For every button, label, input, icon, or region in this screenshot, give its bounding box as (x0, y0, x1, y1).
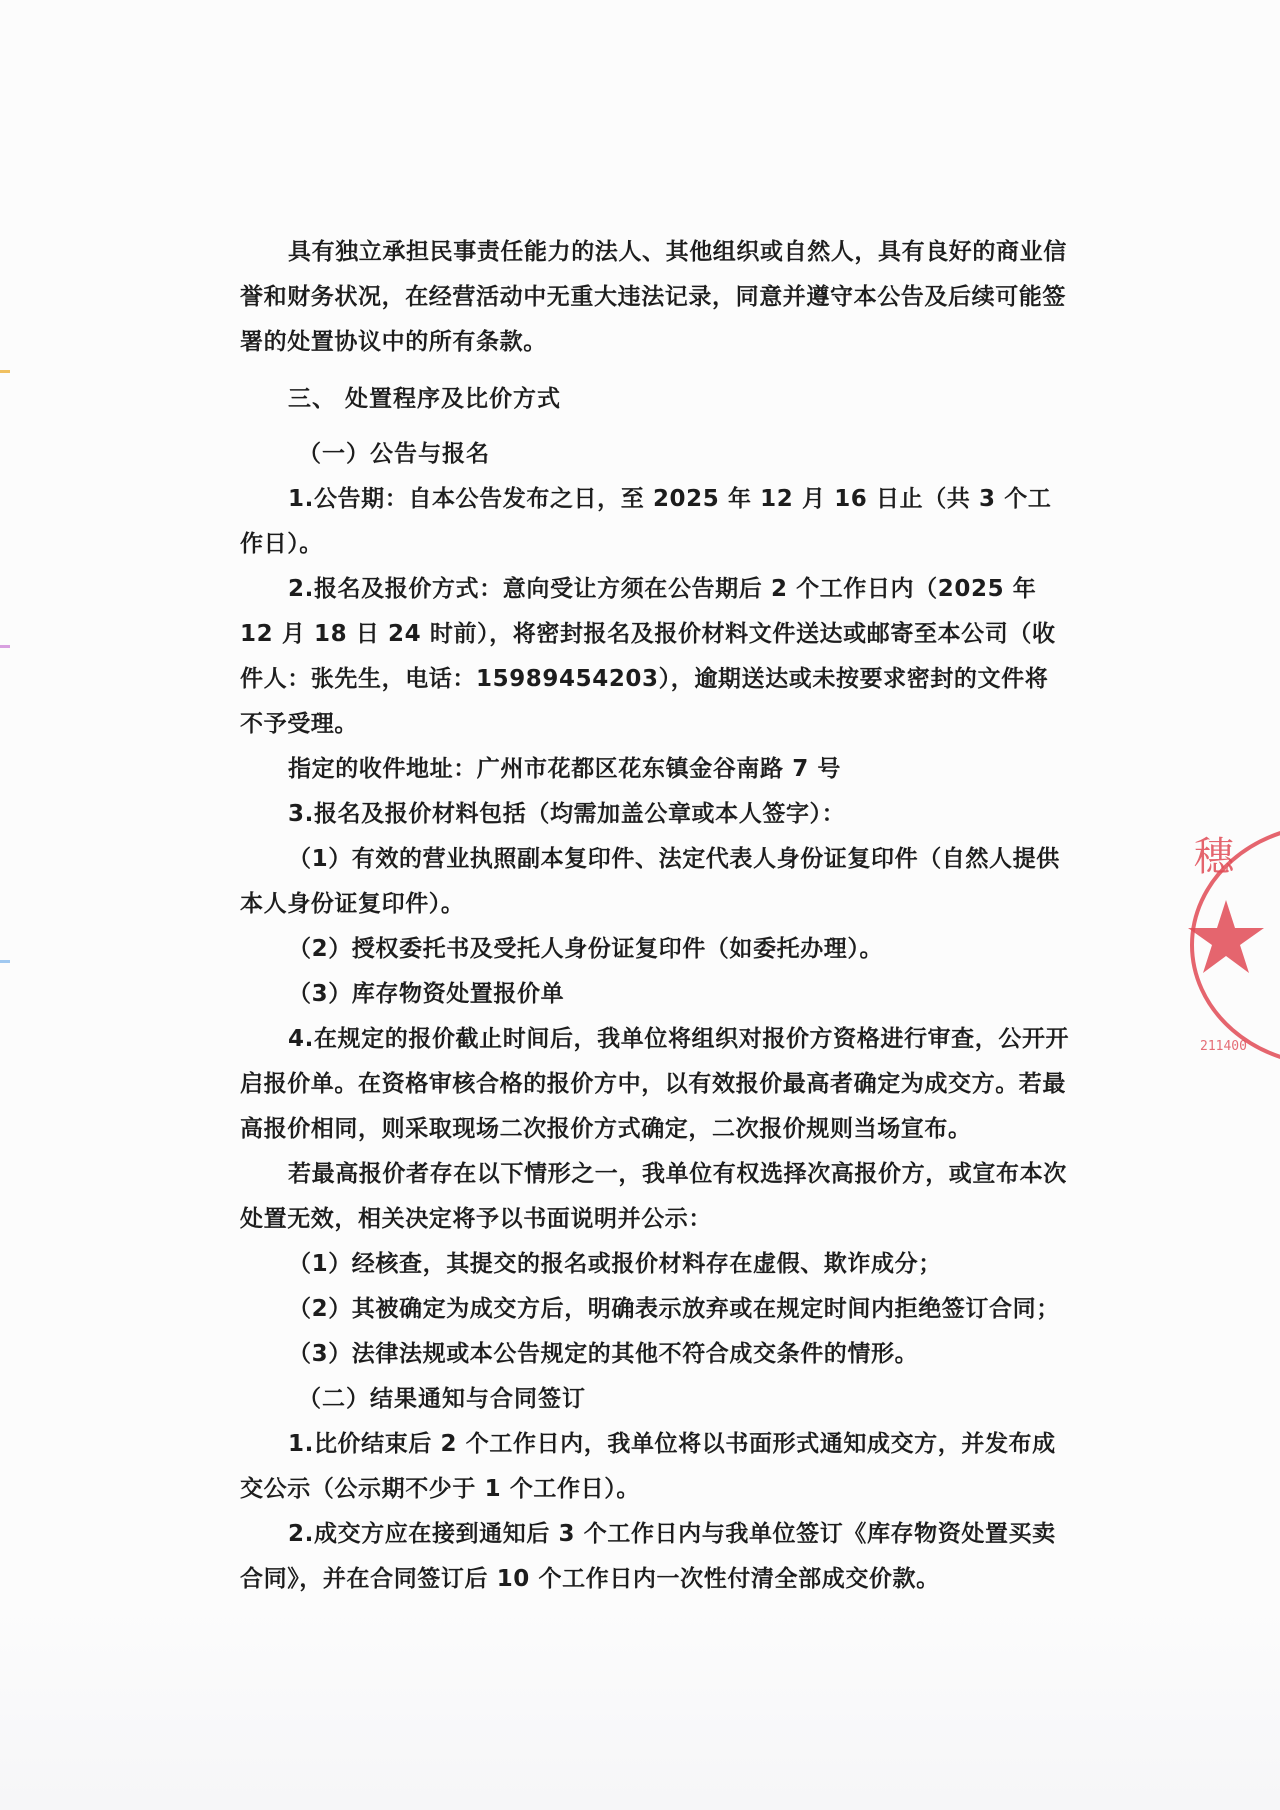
clause-3-3: （3）库存物资处置报价单 (288, 981, 565, 1007)
clause-1: 1.公告期：自本公告发布之日，至 2025 年 12 月 16 日止（共 3 个工作日）。 (240, 486, 1052, 557)
company-seal (1180, 810, 1280, 1080)
document-body (240, 230, 1070, 1657)
clause-2: 2.报名及报价方式：意向受让方须在公告期后 2 个工作日内（2025 年 12 月 18 日 24 时前），将密封报名及报价材料文件送达或邮寄至本公司（收件人：张先生，电话：15989454203），逾期送达或未按要求密封的文件将不予受理。 (240, 576, 1056, 737)
seal-number: 211400 (1200, 1039, 1247, 1054)
subsection-2-heading: （二）结果通知与合同签订 (298, 1386, 586, 1412)
condition-2: （2）其被确定为成交方后，明确表示放弃或在规定时间内拒绝签订合同； (288, 1296, 1060, 1322)
scan-edge-mark (0, 960, 10, 963)
clause-4-conditions: 若最高报价者存在以下情形之一，我单位有权选择次高报价方，或宣布本次处置无效，相关决定将予以书面说明并公示： (240, 1161, 1067, 1232)
page-footer-band (0, 1600, 1280, 1810)
clause-3-1: （1）有效的营业执照副本复印件、法定代表人身份证复印件（自然人提供本人身份证复印件）。 (240, 846, 1060, 917)
clause-3-2: （2）授权委托书及受托人身份证复印件（如委托办理）。 (288, 936, 884, 962)
condition-1: （1）经核查，其提交的报名或报价材料存在虚假、欺诈成分； (288, 1251, 942, 1277)
subsection-1-heading: （一）公告与报名 (298, 441, 490, 467)
section-3-heading: 三、 处置程序及比价方式 (288, 386, 562, 412)
sub2-clause-2: 2.成交方应在接到通知后 3 个工作日内与我单位签订《库存物资处置买卖合同》，并在合同签订后 10 个工作日内一次性付清全部成交价款。 (240, 1521, 1056, 1592)
scan-edge-mark (0, 645, 10, 648)
condition-3: （3）法律法规或本公告规定的其他不符合成交条件的情形。 (288, 1341, 919, 1367)
intro-paragraph: 具有独立承担民事责任能力的法人、其他组织或自然人，具有良好的商业信誉和财务状况，在经营活动中无重大违法记录，同意并遵守本公告及后续可能签署的处置协议中的所有条款。 (240, 239, 1067, 355)
clause-4: 4.在规定的报价截止时间后，我单位将组织对报价方资格进行审查，公开开启报价单。在资格审核合格的报价方中，以有效报价最高者确定为成交方。若最高报价相同，则采取现场二次报价方式确定，二次报价规则当场宣布。 (240, 1026, 1070, 1142)
seal-text: 穗 (1194, 834, 1234, 880)
clause-3: 3.报名及报价材料包括（均需加盖公章或本人签字）： (288, 801, 846, 827)
scan-edge-mark (0, 370, 10, 373)
sub2-clause-1: 1.比价结束后 2 个工作日内，我单位将以书面形式通知成交方，并发布成交公示（公示期不少于 1 个工作日）。 (240, 1431, 1056, 1502)
receiving-address: 指定的收件地址：广州市花都区花东镇金谷南路 7 号 (288, 756, 842, 782)
